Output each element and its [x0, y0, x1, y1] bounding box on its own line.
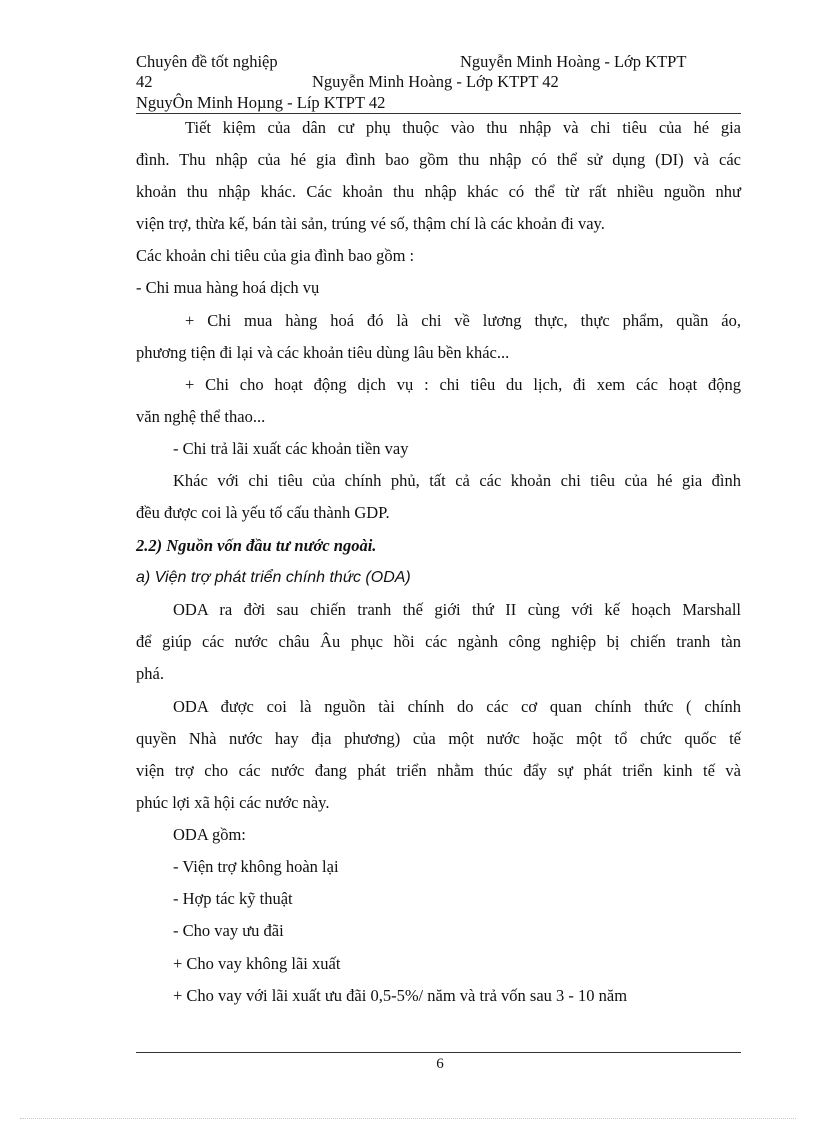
paragraph-line: Các khoản chi tiêu của gia đình bao gồm : — [136, 246, 415, 265]
list-subitem: + Cho vay với lãi xuất ưu đãi 0,5-5%/ năm và trả vốn sau 3 - 10 năm — [173, 986, 628, 1005]
paragraph-line: khoản thu nhập khác. Các khoản thu nhập khác có thể từ rất nhiều nguồn như — [136, 182, 741, 201]
page-number: 6 — [436, 1056, 444, 1072]
section-heading: 2.2) Nguồn vốn đầu tư nước ngoài. — [136, 536, 377, 555]
header-divider — [136, 113, 741, 114]
list-item: - Chi mua hàng hoá dịch vụ — [136, 278, 320, 297]
list-subitem: + Cho vay không lãi xuất — [173, 954, 341, 973]
header-author-line: Nguyễn Minh Hoàng - Lớp KTPT — [460, 52, 687, 71]
paragraph-line: viện trợ, thừa kế, bán tài sản, trúng vé số, thậm chí là các khoản đi vay. — [136, 214, 605, 233]
list-item: - Chi trả lãi xuất các khoản tiền vay — [173, 439, 409, 458]
paragraph-line: quyền Nhà nước hay địa phương) của một nước hoặc một tổ chức quốc tế — [136, 729, 741, 748]
paragraph-line: đình. Thu nhập của hé gia đình bao gồm thu nhập có thể sử dụng (DI) và các — [136, 150, 741, 169]
list-item: - Hợp tác kỹ thuật — [173, 889, 293, 908]
footer-divider — [136, 1052, 741, 1053]
paragraph-line: ODA ra đời sau chiến tranh thế giới thứ II cùng với kế hoạch Marshall — [173, 600, 741, 619]
subsection-heading: a) Viện trợ phát triển chính thức (ODA) — [136, 569, 411, 586]
list-subitem-cont: phương tiện đi lại và các khoản tiêu dùng lâu bền khác... — [136, 343, 510, 362]
list-item: - Viện trợ không hoàn lại — [173, 857, 339, 876]
header-author-wrap: 42 — [136, 72, 153, 91]
paragraph-line: ODA gồm: — [173, 825, 246, 844]
paragraph-line: Tiết kiệm của dân cư phụ thuộc vào thu nhập và chi tiêu của hé gia — [185, 118, 741, 137]
page-edge-dotted-line — [20, 1118, 796, 1119]
paragraph-line: phá. — [136, 664, 164, 683]
header-author-centered: Nguyễn Minh Hoàng - Lớp KTPT 42 — [312, 72, 559, 91]
list-subitem-cont: văn nghệ thể thao... — [136, 407, 266, 426]
header-author-garbled: NguyÔn Minh Hoµng - Líp KTPT 42 — [136, 93, 386, 112]
list-subitem: + Chi cho hoạt động dịch vụ : chi tiêu du lịch, đi xem các hoạt động — [185, 375, 741, 394]
paragraph-line: Khác với chi tiêu của chính phủ, tất cả các khoản chi tiêu của hé gia đình — [173, 471, 741, 490]
list-item: - Cho vay ưu đãi — [173, 921, 284, 940]
paragraph-line: để giúp các nước châu Âu phục hồi các ngành công nghiệp bị chiến tranh tàn — [136, 632, 741, 651]
paragraph-line: viện trợ cho các nước đang phát triển nhằm thúc đẩy sự phát triển kinh tế và — [136, 761, 741, 780]
header-document-title: Chuyên đề tốt nghiệp — [136, 52, 278, 71]
list-subitem: + Chi mua hàng hoá đó là chi về lương thực, thực phẩm, quần áo, — [185, 311, 741, 330]
paragraph-line: phúc lợi xã hội các nước này. — [136, 793, 330, 812]
paragraph-line: ODA được coi là nguồn tài chính do các cơ quan chính thức ( chính — [173, 697, 741, 716]
paragraph-line: đều được coi là yếu tố cấu thành GDP. — [136, 503, 390, 522]
